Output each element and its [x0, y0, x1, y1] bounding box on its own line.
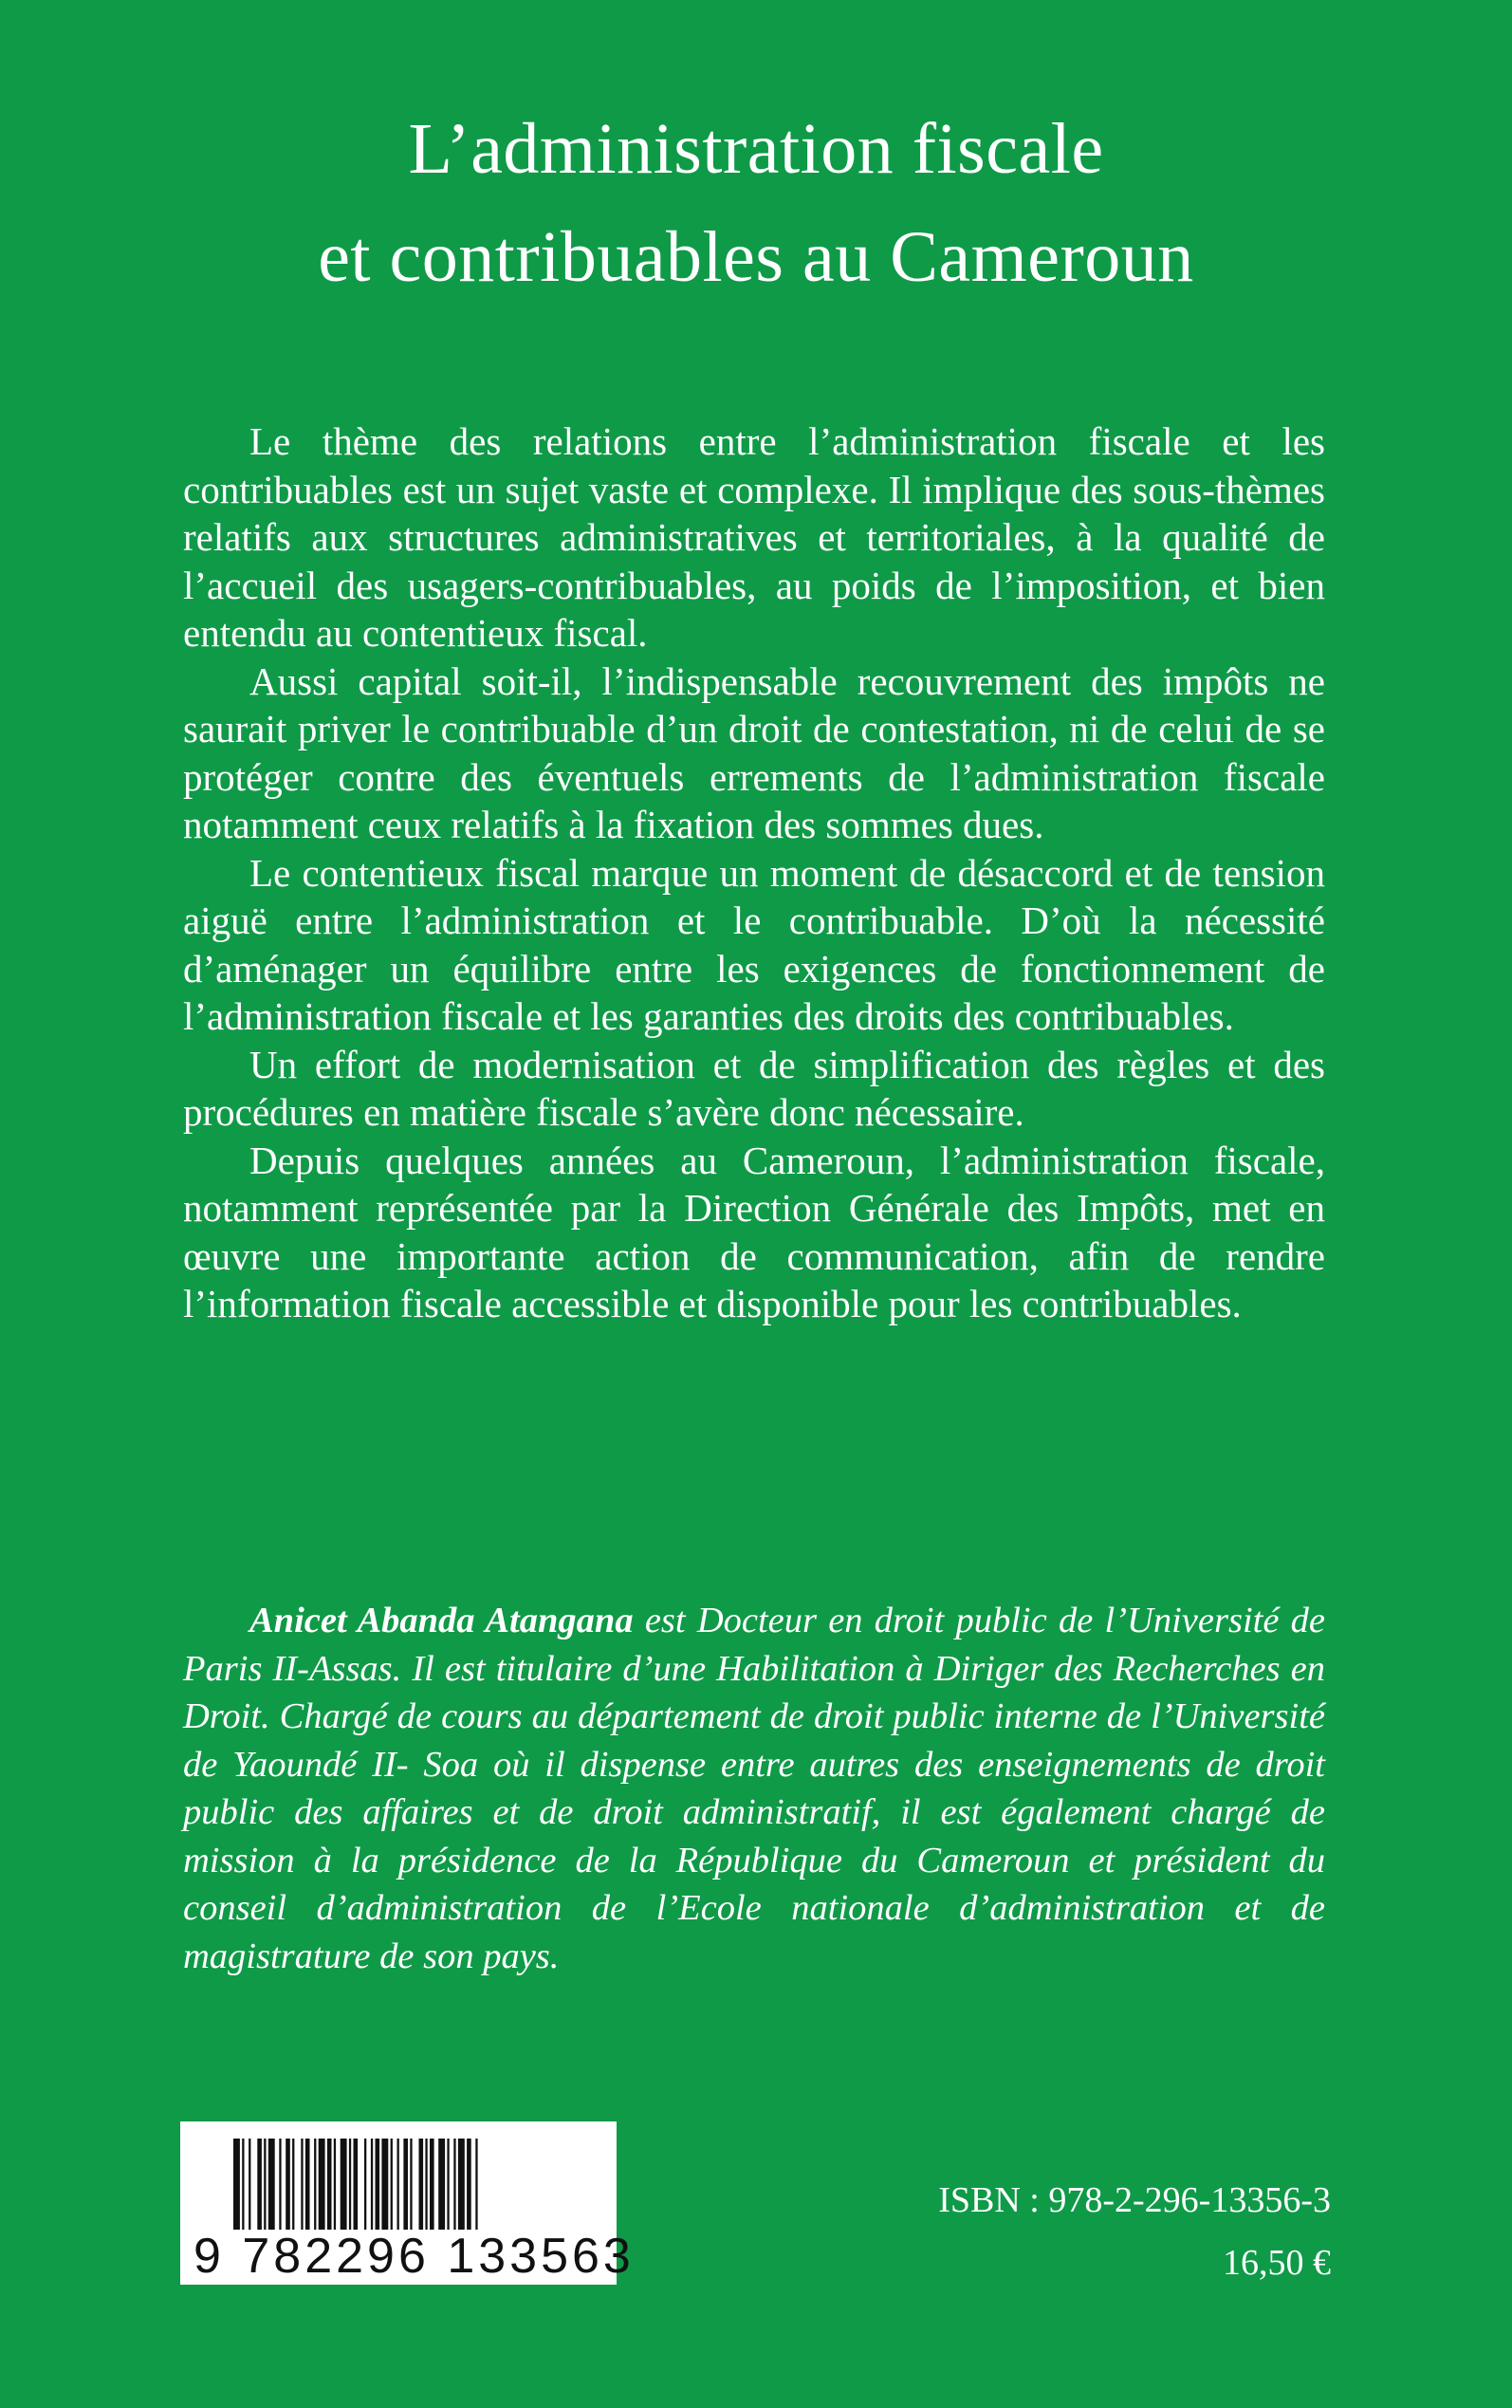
barcode-bar: [292, 2139, 294, 2230]
barcode-bar: [397, 2139, 399, 2230]
barcode: [180, 2121, 635, 2285]
barcode-bar: [349, 2139, 351, 2230]
author-bio: [183, 1597, 1325, 1980]
summary-paragraph-4: Un effort de modernisation et de simplification des règles et des procédures en matière fiscale s’avère donc nécessaire.: [183, 1042, 1325, 1134]
price-label: 16,50 €: [1223, 2243, 1331, 2283]
barcode-bar: [341, 2139, 347, 2230]
barcode-bar: [458, 2139, 465, 2230]
title-line-2: et contribuables au Cameroun: [318, 217, 1194, 297]
summary-paragraph-2: Aussi capital soit-il, l’indispensable recouvrement des impôts ne saurait priver le contribuable d’un droit de contestation, ni de celui de se protéger contre des éventuels errements de l’administration fiscale notamment ceux relatifs à la fixation des sommes dues.: [183, 658, 1325, 846]
barcode-bar: [410, 2139, 412, 2230]
barcode-bar: [249, 2139, 250, 2230]
summary-text: [183, 417, 1325, 1328]
isbn-label: ISBN : 978-2-296-13356-3: [938, 2180, 1331, 2220]
barcode-bar: [301, 2139, 303, 2230]
barcode-bar: [268, 2139, 275, 2230]
barcode-bar: [319, 2139, 325, 2230]
barcode-bar: [425, 2139, 427, 2230]
book-title: [0, 95, 1512, 311]
barcode-bar: [257, 2139, 262, 2230]
barcode-bar: [438, 2139, 445, 2230]
barcode-bar: [447, 2139, 449, 2230]
author-bio-text: est Docteur en droit public de l’Université de Paris II-Assas. Il est titulaire d’une Habilitation à Diriger des Recherches en Droit. Chargé de cours au département de droit public interne de l’Université de Yaoundé II- Soa où il dispense entre autres des enseignements de droit public des affaires et de droit administratif, il est également chargé de mission à la présidence de la République du Cameroun et président du conseil d’administration de l’Ecole nationale d’administration et de magistrature de son pays.: [183, 1601, 1325, 1976]
barcode-bar: [419, 2139, 424, 2230]
barcode-bar: [364, 2139, 366, 2230]
barcode-bar: [453, 2139, 455, 2230]
summary-paragraph-5: Depuis quelques années au Cameroun, l’administration fiscale, notamment représentée par la Direction Générale des Impôts, met en œuvre une importante action de communication, afin de rendre l’information fiscale accessible et disponible pour les contribuables.: [183, 1138, 1325, 1325]
barcode-bar: [354, 2139, 359, 2230]
barcode-bar: [314, 2139, 316, 2230]
barcode-bar: [264, 2139, 266, 2230]
barcode-bar: [279, 2139, 281, 2230]
barcode-bar: [475, 2139, 477, 2230]
barcode-bar: [327, 2139, 332, 2230]
barcode-bar: [467, 2139, 471, 2230]
barcode-bar: [334, 2139, 336, 2230]
summary-paragraph-3: Le contentieux fiscal marque un moment de désaccord et de tension aiguë entre l’administration et le contribuable. D’où la nécessité d’aménager un équilibre entre les exigences de fonctionnement de l’administration fiscale et les garanties des droits des contribuables.: [183, 850, 1325, 1038]
title-line-1: L’administration fiscale: [408, 109, 1104, 189]
barcode-bar: [371, 2139, 373, 2230]
summary-paragraph-1: Le thème des relations entre l’administration fiscale et les contribuables est un sujet vaste et complexe. Il implique des sous-thèmes relatifs aux structures administratives et territoriales, à la qualité de l’accueil des usagers-contribuables, au poids de l’imposition, et bien entendu au contentieux fiscal.: [183, 419, 1325, 655]
barcode-bar: [403, 2139, 408, 2230]
barcode-bar: [233, 2139, 240, 2230]
author-name: Anicet Abanda Atangana: [249, 1601, 634, 1640]
barcode-bar: [381, 2139, 388, 2230]
barcode-digits: 9 782296 133563: [194, 2229, 635, 2284]
barcode-bar: [286, 2139, 290, 2230]
barcode-bar: [391, 2139, 393, 2230]
barcode-bar: [242, 2139, 244, 2230]
barcode-bar: [376, 2139, 380, 2230]
barcode-bar: [430, 2139, 434, 2230]
barcode-bar: [305, 2139, 310, 2230]
